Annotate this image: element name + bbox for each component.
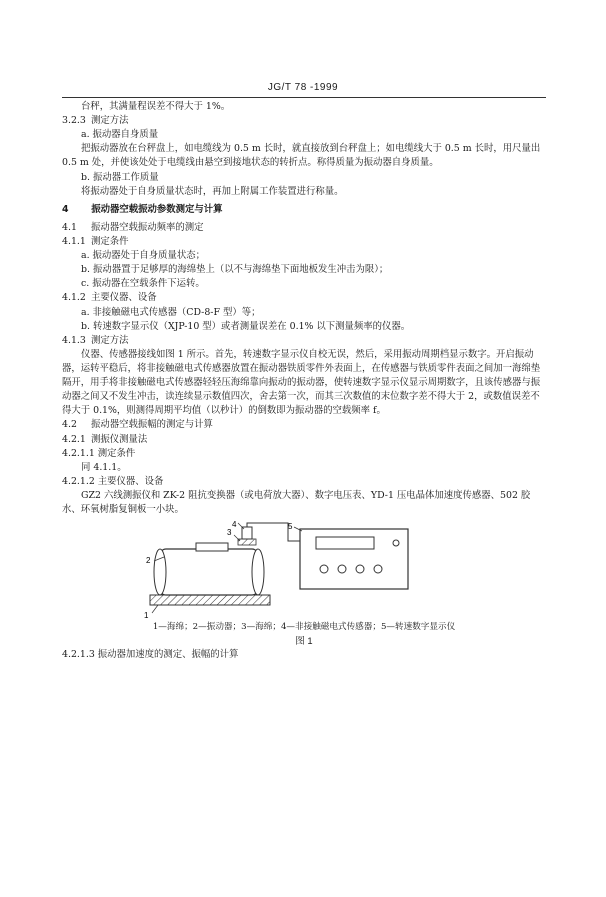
section-4-2-1 (62, 433, 546, 447)
section-4-1-2 (62, 291, 546, 305)
section-title: 振动器空载振动参数测定与计算 (91, 203, 223, 215)
paragraph: GZ2 六线测振仪和 ZK-2 阻抗变换器（或电荷放大器）、数字电压表、YD-1 压电晶体加速度传感器、502 胶水、环氧树脂复铜板一小块。 (62, 489, 531, 516)
section-number: 3.2.3 (62, 115, 86, 127)
text-line: 台秤，其满量程误差不得大于 1%。 (81, 101, 231, 112)
section-number: 4.1.2 (62, 292, 86, 304)
section-title: 测定方法 (90, 334, 129, 346)
paragraph: 将振动器处于自身质量状态时，再加上附属工作装置进行称量。 (81, 185, 344, 197)
section-title: 振动器加速度的测定、振幅的计算 (97, 649, 239, 661)
standard-number: JG/T 78 -1999 (267, 82, 339, 93)
section-title: 振动器空载振幅的测定与计算 (90, 419, 213, 431)
paragraph: 仪器、传感器接线如图 1 所示。首先，转速数字显示仪自校无误，然后，采用振动周期档显示数字。开启振动器，运转平稳后，将非接触磁电式传感器放置在振动器铁质零件外表面上，在传感器与铁质零件表面之间加一海绵垫隔开，用手将非接触磁电式传感器轻轻压海绵靠向振动的振动器，使转速数字显示仪显示周期数字，且该传感器与振动器之间又不发生冲击，读连续显示数值四次，舍去第一次，而其三次数值的末位数字差不得大于 2，或数值误差不得大于 0.1%，则测得周期平均值（以秒计）的倒数即为振动器的空载频率 f。 (62, 348, 541, 417)
display-window (316, 537, 374, 549)
header-rule (62, 97, 546, 98)
figure-1 (62, 521, 546, 621)
section-number: 4.1.1 (62, 235, 86, 247)
condition-a: a. 振动器处于自身质量状态； (81, 250, 206, 262)
condition-b: b. 振动器置于足够厚的海绵垫上（以不与海绵垫下面地板发生冲击为限）； (81, 264, 389, 276)
section-4 (62, 203, 546, 217)
vibrator-end-right (252, 549, 264, 595)
section-number: 4.1.3 (62, 334, 86, 346)
section-title: 测定条件 (90, 235, 129, 247)
figure-title: 图 1 (295, 635, 313, 647)
section-title: 振动器空载振动频率的测定 (90, 221, 204, 233)
section-4-2-1-3 (62, 648, 546, 662)
section-title: 测振仪测量法 (90, 433, 148, 445)
section-title: 主要仪器、设备 (97, 475, 164, 487)
figure-caption: 1—海绵；2—振动器；3—海绵；4—非接触磁电式传感器；5—转速数字显示仪 (152, 622, 456, 633)
label-1: 1 (144, 611, 149, 621)
vibrator-body (160, 549, 258, 595)
section-4-2 (62, 418, 546, 432)
setup-diagram (138, 521, 458, 621)
section-number: 4.1 (62, 221, 77, 233)
section-4-1 (62, 221, 546, 235)
condition-c: c. 振动器在空载条件下运转。 (81, 278, 205, 290)
text-line: 同 4.1.1。 (81, 461, 127, 473)
section-4-1-1 (62, 235, 546, 249)
label-2: 2 (146, 556, 151, 566)
section-title: 主要仪器、设备 (90, 292, 157, 304)
section-number: 4.2.1.1 (62, 447, 95, 459)
equipment-b: b. 转速数字显示仪（XJP-10 型）或者测量误差在 0.1% 以下测量频率的仪器。 (81, 320, 411, 332)
section-number: 4.2.1.2 (62, 475, 95, 487)
item-a: a. 振动器自身质量 (81, 129, 159, 141)
section-number: 4 (62, 203, 69, 215)
section-4-2-1-1 (62, 447, 546, 461)
section-3-2-3 (62, 114, 546, 128)
section-number: 4.2 (62, 419, 77, 431)
section-number: 4.2.1 (62, 433, 86, 445)
label-3: 3 (227, 528, 232, 538)
sponge-pad (150, 595, 270, 605)
section-title: 测定方法 (90, 115, 129, 127)
section-title: 测定条件 (97, 447, 136, 459)
paragraph: 把振动器放在台秤盘上，如电缆线为 0.5 m 长时，就直接放到台秤盘上；如电缆线大于 0.5 m 长时，用尺量出 0.5 m 处，并使该处处于电缆线由悬空到接地状态的转折点。称得质量为振动器自身质量。 (62, 143, 541, 169)
item-b: b. 振动器工作质量 (81, 171, 159, 183)
section-4-1-3 (62, 334, 546, 348)
label-5: 5 (288, 522, 293, 532)
section-number: 4.2.1.3 (62, 649, 95, 661)
document-body (62, 100, 546, 662)
vibrator-top (196, 543, 228, 551)
vibrator-end-left (154, 549, 166, 595)
sponge-spacer (238, 539, 256, 545)
label-4: 4 (232, 521, 237, 530)
section-4-2-1-2 (62, 475, 546, 489)
equipment-a: a. 非接触磁电式传感器（CD-8-F 型）等； (81, 306, 261, 318)
